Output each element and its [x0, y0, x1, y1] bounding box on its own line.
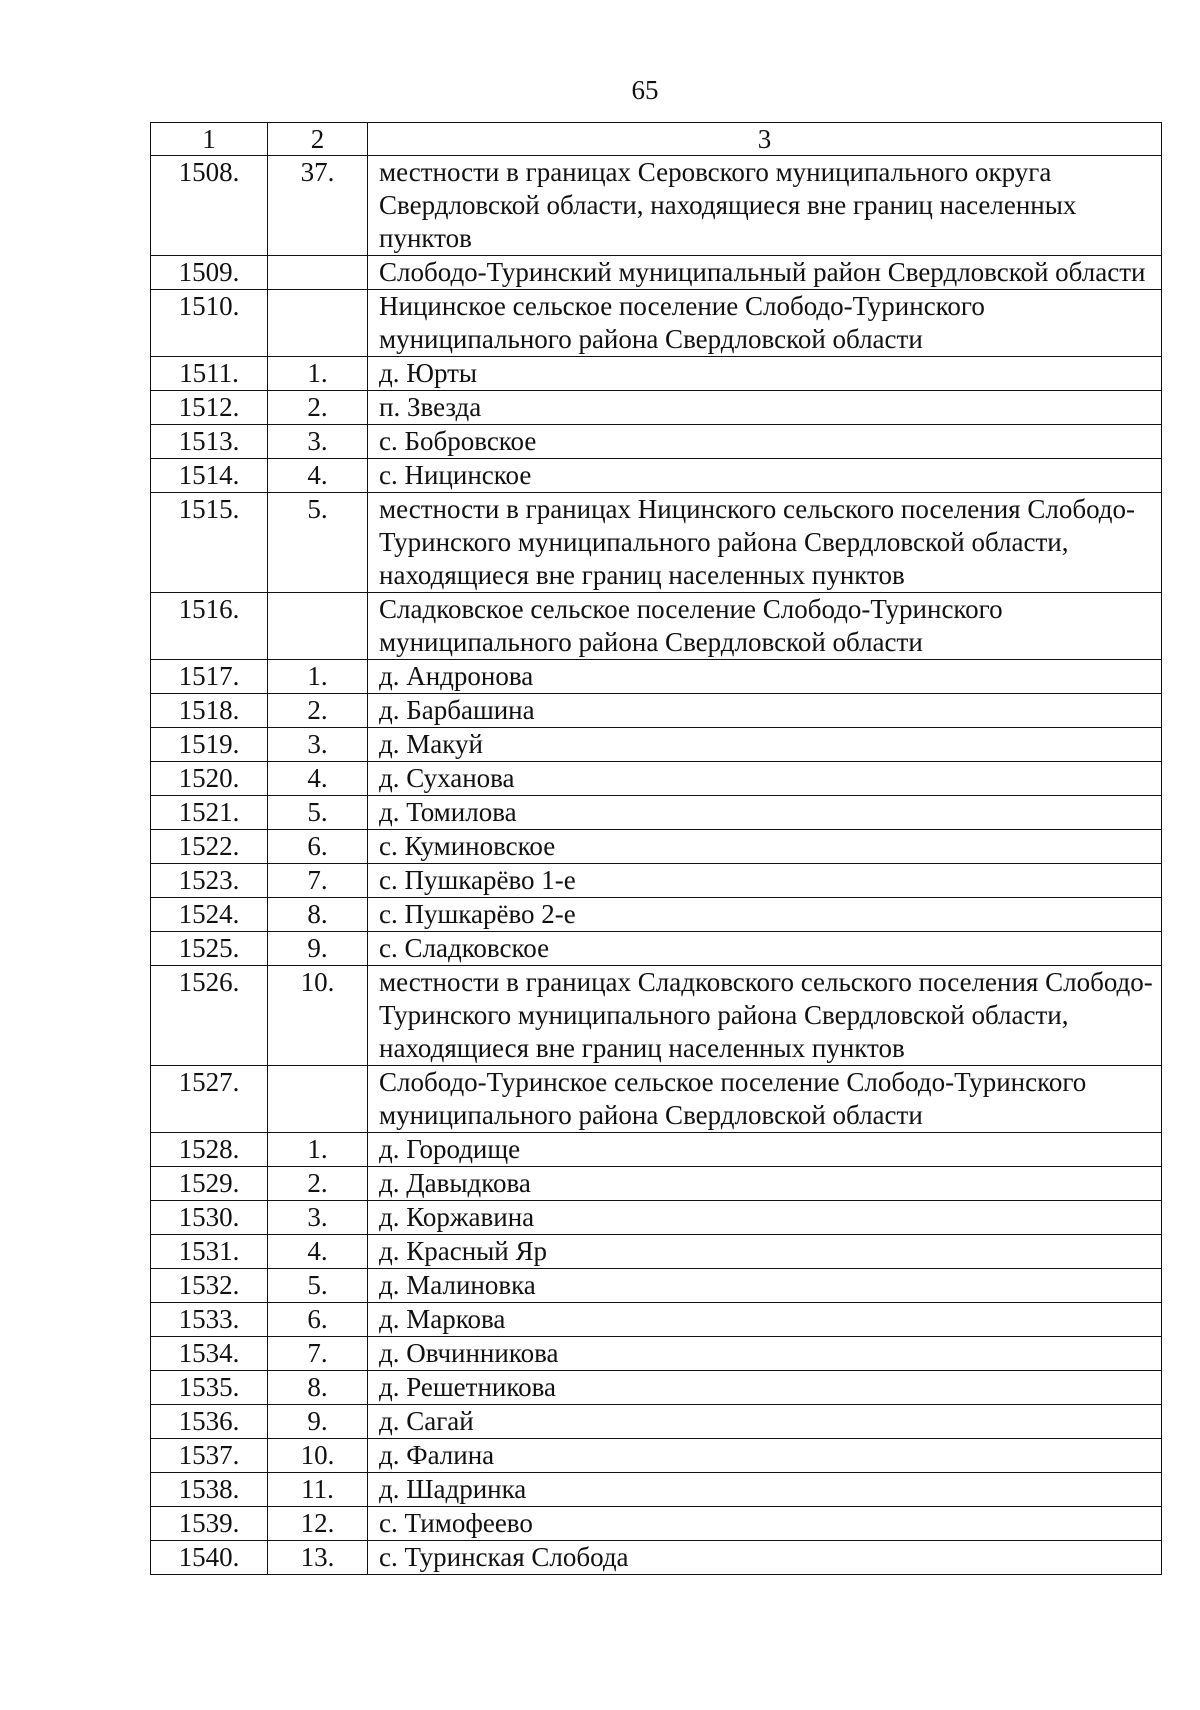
settlement-name-cell: д. Давыдкова — [368, 1167, 1162, 1201]
sub-number-cell: 10. — [268, 966, 368, 1066]
sub-number-cell: 3. — [268, 728, 368, 762]
settlement-name-cell: д. Фалина — [368, 1439, 1162, 1473]
settlement-name-cell: с. Ницинское — [368, 459, 1162, 493]
table-row — [151, 357, 1162, 391]
row-number-cell: 1535. — [151, 1371, 268, 1405]
row-number-cell: 1536. — [151, 1405, 268, 1439]
row-number-cell: 1510. — [151, 290, 268, 357]
sub-number-cell: 37. — [268, 156, 368, 256]
settlement-name-cell: д. Андронова — [368, 660, 1162, 694]
sub-number-cell: 1. — [268, 357, 368, 391]
row-number-cell: 1515. — [151, 493, 268, 593]
sub-number-cell: 12. — [268, 1507, 368, 1541]
sub-number-cell: 6. — [268, 1303, 368, 1337]
sub-number-cell: 2. — [268, 391, 368, 425]
sub-number-cell: 8. — [268, 898, 368, 932]
row-number-cell: 1529. — [151, 1167, 268, 1201]
sub-number-cell: 1. — [268, 660, 368, 694]
table-header-row — [151, 123, 1162, 156]
settlement-name-cell: д. Красный Яр — [368, 1235, 1162, 1269]
sub-number-cell: 9. — [268, 1405, 368, 1439]
table-row — [151, 1405, 1162, 1439]
table-row — [151, 1473, 1162, 1507]
table-row — [151, 932, 1162, 966]
settlement-name-cell: д. Шадринка — [368, 1473, 1162, 1507]
table-row — [151, 1303, 1162, 1337]
settlement-name-cell: д. Сагай — [368, 1405, 1162, 1439]
sub-number-cell: 2. — [268, 1167, 368, 1201]
row-number-cell: 1527. — [151, 1066, 268, 1133]
sub-number-cell: 9. — [268, 932, 368, 966]
row-number-cell: 1513. — [151, 425, 268, 459]
sub-number-cell: 7. — [268, 864, 368, 898]
table-row — [151, 796, 1162, 830]
settlement-name-cell: д. Городище — [368, 1133, 1162, 1167]
table-row — [151, 156, 1162, 256]
table-row — [151, 762, 1162, 796]
settlement-name-cell: д. Овчинникова — [368, 1337, 1162, 1371]
settlement-name-cell: Сладковское сельское поселение Слободо-Туринского муниципального района Свердловской области — [368, 593, 1162, 660]
row-number-cell: 1516. — [151, 593, 268, 660]
column-header-3: 3 — [368, 123, 1162, 156]
row-number-cell: 1509. — [151, 256, 268, 290]
row-number-cell: 1524. — [151, 898, 268, 932]
sub-number-cell: 1. — [268, 1133, 368, 1167]
settlement-name-cell: с. Пушкарёво 2-е — [368, 898, 1162, 932]
settlement-name-cell: местности в границах Серовского муниципального округа Свердловской области, находящиеся вне границ населенных пунктов — [368, 156, 1162, 256]
row-number-cell: 1521. — [151, 796, 268, 830]
row-number-cell: 1511. — [151, 357, 268, 391]
settlement-name-cell: с. Пушкарёво 1-е — [368, 864, 1162, 898]
table-row — [151, 1269, 1162, 1303]
settlement-name-cell: д. Малиновка — [368, 1269, 1162, 1303]
table-row — [151, 1371, 1162, 1405]
settlement-name-cell: д. Маркова — [368, 1303, 1162, 1337]
row-number-cell: 1534. — [151, 1337, 268, 1371]
table-row — [151, 1541, 1162, 1575]
sub-number-cell: 2. — [268, 694, 368, 728]
settlement-name-cell: Слободо-Туринское сельское поселение Слободо-Туринского муниципального района Свердловской области — [368, 1066, 1162, 1133]
row-number-cell: 1517. — [151, 660, 268, 694]
table-row — [151, 425, 1162, 459]
row-number-cell: 1526. — [151, 966, 268, 1066]
sub-number-cell: 5. — [268, 1269, 368, 1303]
settlement-name-cell: Слободо-Туринский муниципальный район Свердловской области — [368, 256, 1162, 290]
table-row — [151, 593, 1162, 660]
row-number-cell: 1519. — [151, 728, 268, 762]
settlement-name-cell: с. Туринская Слобода — [368, 1541, 1162, 1575]
sub-number-cell: 4. — [268, 1235, 368, 1269]
settlement-name-cell: с. Сладковское — [368, 932, 1162, 966]
column-header-2: 2 — [268, 123, 368, 156]
table-body — [151, 156, 1162, 1575]
settlement-name-cell: д. Томилова — [368, 796, 1162, 830]
table-row — [151, 493, 1162, 593]
sub-number-cell: 5. — [268, 493, 368, 593]
settlement-name-cell: д. Барбашина — [368, 694, 1162, 728]
table-row — [151, 728, 1162, 762]
row-number-cell: 1525. — [151, 932, 268, 966]
sub-number-cell: 13. — [268, 1541, 368, 1575]
row-number-cell: 1514. — [151, 459, 268, 493]
table-row — [151, 660, 1162, 694]
settlement-name-cell: с. Куминовское — [368, 830, 1162, 864]
sub-number-cell: 10. — [268, 1439, 368, 1473]
settlement-name-cell: д. Макуй — [368, 728, 1162, 762]
sub-number-cell — [268, 290, 368, 357]
table-row — [151, 1337, 1162, 1371]
row-number-cell: 1540. — [151, 1541, 268, 1575]
sub-number-cell: 8. — [268, 1371, 368, 1405]
table-row — [151, 1201, 1162, 1235]
sub-number-cell — [268, 256, 368, 290]
row-number-cell: 1512. — [151, 391, 268, 425]
table-row — [151, 864, 1162, 898]
column-header-1: 1 — [151, 123, 268, 156]
table-row — [151, 290, 1162, 357]
sub-number-cell — [268, 1066, 368, 1133]
row-number-cell: 1537. — [151, 1439, 268, 1473]
table-row — [151, 694, 1162, 728]
settlement-name-cell: п. Звезда — [368, 391, 1162, 425]
settlement-name-cell: местности в границах Ницинского сельского поселения Слободо-Туринского муниципального района Свердловской области, находящиеся вне границ населенных пунктов — [368, 493, 1162, 593]
settlements-table — [150, 122, 1162, 1575]
row-number-cell: 1539. — [151, 1507, 268, 1541]
row-number-cell: 1532. — [151, 1269, 268, 1303]
settlement-name-cell: д. Юрты — [368, 357, 1162, 391]
sub-number-cell: 4. — [268, 459, 368, 493]
table-row — [151, 1507, 1162, 1541]
table-row — [151, 1066, 1162, 1133]
row-number-cell: 1520. — [151, 762, 268, 796]
table-row — [151, 459, 1162, 493]
settlement-name-cell: местности в границах Сладковского сельского поселения Слободо-Туринского муниципального района Свердловской области, находящиеся вне границ населенных пунктов — [368, 966, 1162, 1066]
table-row — [151, 966, 1162, 1066]
sub-number-cell: 3. — [268, 425, 368, 459]
table-row — [151, 391, 1162, 425]
table-row — [151, 1439, 1162, 1473]
settlement-name-cell: с. Тимофеево — [368, 1507, 1162, 1541]
sub-number-cell: 6. — [268, 830, 368, 864]
table-row — [151, 830, 1162, 864]
row-number-cell: 1533. — [151, 1303, 268, 1337]
sub-number-cell: 7. — [268, 1337, 368, 1371]
row-number-cell: 1528. — [151, 1133, 268, 1167]
table-row — [151, 1133, 1162, 1167]
row-number-cell: 1530. — [151, 1201, 268, 1235]
table-row — [151, 1235, 1162, 1269]
row-number-cell: 1508. — [151, 156, 268, 256]
row-number-cell: 1538. — [151, 1473, 268, 1507]
row-number-cell: 1518. — [151, 694, 268, 728]
row-number-cell: 1523. — [151, 864, 268, 898]
table-row — [151, 256, 1162, 290]
sub-number-cell: 3. — [268, 1201, 368, 1235]
settlement-name-cell: Ницинское сельское поселение Слободо-Туринского муниципального района Свердловской области — [368, 290, 1162, 357]
settlement-name-cell: д. Коржавина — [368, 1201, 1162, 1235]
settlement-name-cell: д. Решетникова — [368, 1371, 1162, 1405]
sub-number-cell — [268, 593, 368, 660]
row-number-cell: 1522. — [151, 830, 268, 864]
row-number-cell: 1531. — [151, 1235, 268, 1269]
page-number: 65 — [631, 75, 659, 105]
sub-number-cell: 4. — [268, 762, 368, 796]
settlement-name-cell: д. Суханова — [368, 762, 1162, 796]
settlement-name-cell: с. Бобровское — [368, 425, 1162, 459]
table-row — [151, 1167, 1162, 1201]
sub-number-cell: 11. — [268, 1473, 368, 1507]
table-row — [151, 898, 1162, 932]
sub-number-cell: 5. — [268, 796, 368, 830]
